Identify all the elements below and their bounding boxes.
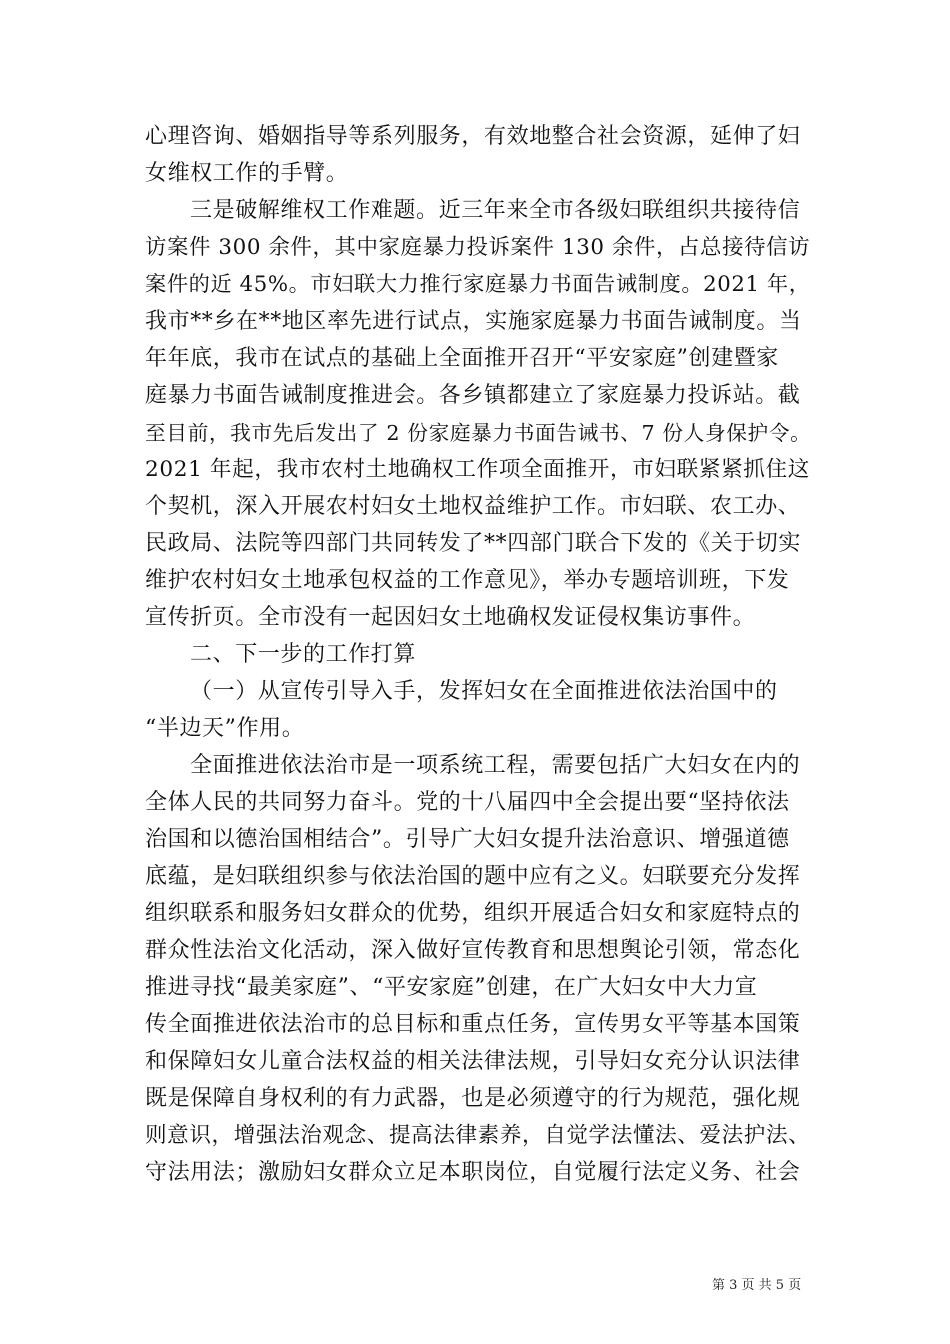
text-line: 庭暴力书面告诫制度推进会。各乡镇都建立了家庭暴力投诉站。截 xyxy=(145,383,801,408)
text-line: 群众性法治文化活动，深入做好宣传教育和思想舆论引领，常态化 xyxy=(145,938,801,963)
text-line: 底蕴，是妇联组织参与依法治国的题中应有之义。妇联要充分发挥 xyxy=(145,864,801,889)
text-line: 访案件 300 余件，其中家庭暴力投诉案件 130 余件，占总接待信访 xyxy=(145,235,811,260)
text-line: 年年底，我市在试点的基础上全面推开召开“平安家庭”创建暨家 xyxy=(145,346,779,371)
text-line: 民政局、法院等四部门共同转发了**四部门联合下发的《关于切实 xyxy=(145,531,802,556)
text-line: 女维权工作的手臂。 xyxy=(145,161,349,186)
text-line: 治国和以德治国相结合”。引导广大妇女提升法治意识、增强道德 xyxy=(145,827,790,852)
text-line: 维护农村妇女土地承包权益的工作意见》，举办专题培训班，下发 xyxy=(145,568,790,593)
text-line: 组织联系和服务妇女群众的优势，组织开展适合妇女和家庭特点的 xyxy=(145,901,801,926)
text-line: 推进寻找“最美家庭”、“平安家庭”创建，在广大妇女中大力宣 xyxy=(145,975,758,1000)
text-line: 至目前，我市先后发出了 2 份家庭暴力书面告诫书、7 份人身保护令。 xyxy=(145,421,812,445)
text-line: 心理咨询、婚姻指导等系列服务，有效地整合社会资源，延伸了妇 xyxy=(145,124,801,149)
subsection-heading: （一）从宣传引导入手，发挥妇女在全面推进依法治国中的 xyxy=(190,679,778,704)
text-line: 传全面推进依法治市的总目标和重点任务，宣传男女平等基本国策 xyxy=(145,1012,801,1037)
text-line: 三是破解维权工作难题。近三年来全市各级妇联组织共接待信 xyxy=(190,198,801,223)
subsection-heading: “半边天”作用。 xyxy=(145,716,305,741)
text-line: 全体人民的共同努力奋斗。党的十八届四中全会提出要“坚持依法 xyxy=(145,790,790,815)
text-line: 个契机，深入开展农村妇女土地权益维护工作。市妇联、农工办、 xyxy=(145,494,801,519)
text-line: 和保障妇女儿童合法权益的相关法律法规，引导妇女充分认识法律 xyxy=(145,1049,801,1074)
text-line: 则意识，增强法治观念、提高法律素养，自觉学法懂法、爱法护法、 xyxy=(145,1123,811,1148)
text-line: 既是保障自身权利的有力武器，也是必须遵守的行为规范，强化规 xyxy=(145,1086,801,1111)
page-number: 第 3 页 共 5 页 xyxy=(712,1278,802,1293)
text-line: 全面推进依法治市是一项系统工程，需要包括广大妇女在内的 xyxy=(190,753,801,778)
section-heading: 二、下一步的工作打算 xyxy=(190,642,417,667)
text-line: 守法用法；激励妇女群众立足本职岗位，自觉履行法定义务、社会 xyxy=(145,1160,801,1185)
text-line: 我市**乡在**地区率先进行试点，实施家庭暴力书面告诫制度。当 xyxy=(145,309,802,334)
text-line: 案件的近 45%。市妇联大力推行家庭暴力书面告诫制度。2021 年， xyxy=(145,272,811,297)
text-line: 宣传折页。全市没有一起因妇女土地确权发证侵权集访事件。 xyxy=(145,605,756,630)
text-line: 2021 年起，我市农村土地确权工作项全面推开，市妇联紧紧抓住这 xyxy=(145,457,810,482)
